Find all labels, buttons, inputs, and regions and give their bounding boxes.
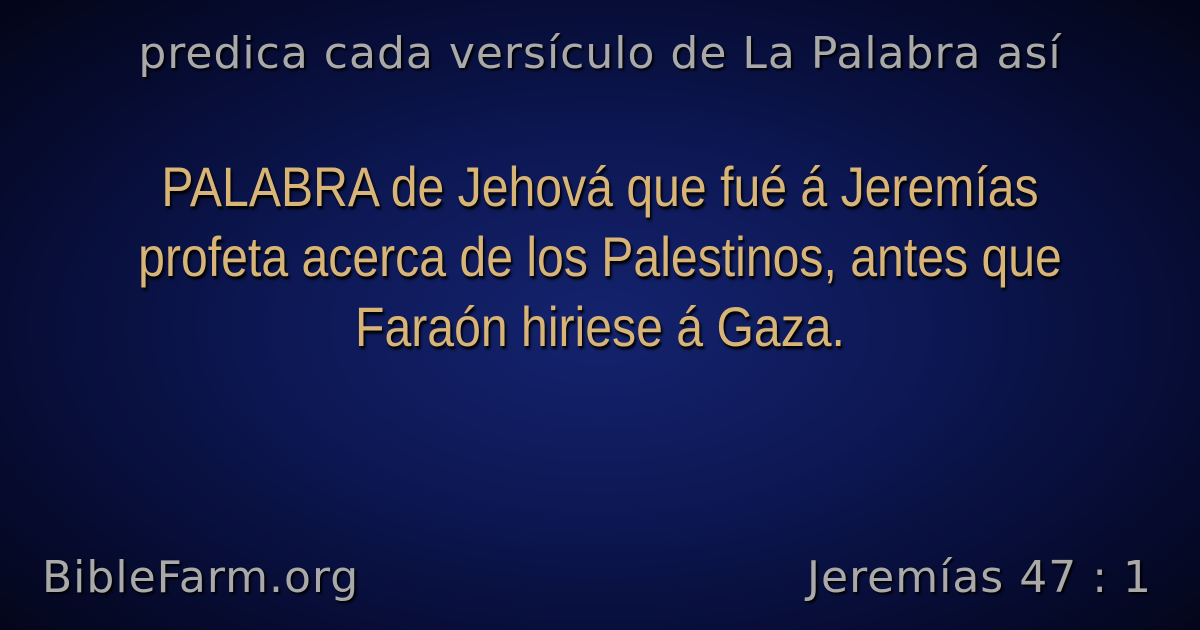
tagline: predica cada versículo de La Palabra así bbox=[138, 28, 1062, 79]
verse-text: PALABRA de Jehová que fué á Jeremías profeta acerca de los Palestinos, antes que Faraón hiriese á Gaza. bbox=[138, 155, 1062, 358]
verse-reference: Jeremías 47 : 1 bbox=[807, 552, 1152, 603]
site-name: BibleFarm.org bbox=[42, 552, 360, 603]
